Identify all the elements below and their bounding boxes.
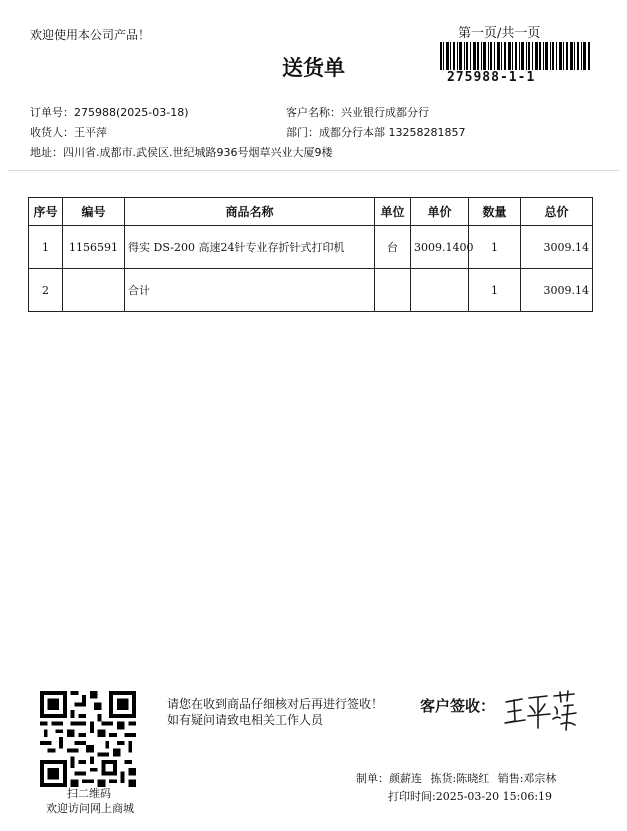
cell-code: 1156591 [63,226,125,269]
made-by: 制单：颜薪连 [356,772,422,785]
header-unit: 单位 [375,198,411,226]
document-title: 送货单 [282,56,345,80]
header-index: 序号 [29,198,63,226]
header-quantity: 数量 [469,198,521,226]
cell-code [63,269,125,312]
department: 部门：成都分行本部 13258281857 [286,126,466,139]
page-indicator: 第一页/共一页 [458,26,541,41]
delivery-address: 地址：四川省.成都市.武侯区.世纪城路936号烟草兴业大厦9楼 [30,146,333,159]
header-unit-price: 单价 [411,198,469,226]
customer-name: 客户名称：兴业银行成都分行 [286,106,429,119]
signing-notice: 请您在收到商品仔细核对后再进行签收！如有疑问请致电相关工作人员 [167,697,384,727]
header-code: 编号 [63,198,125,226]
qr-caption: 扫二维码 [67,787,111,800]
order-number: 订单号：275988(2025-03-18) [30,106,189,119]
cell-unit-price: 3009.1400 [411,226,469,269]
cell-quantity: 1 [469,269,521,312]
cell-unit-price [411,269,469,312]
customer-sign-label: 客户签收： [420,697,496,715]
header-product-name: 商品名称 [125,198,375,226]
receiver-name: 收货人：王平萍 [30,126,107,139]
cell-product-name: 得实 DS-200 高速24针专业存折针式打印机 [125,226,375,269]
cell-unit [375,269,411,312]
picked-by: 拣货:陈晓红 [430,772,490,785]
table-row [29,226,593,269]
table-header-row [29,198,593,226]
salesperson: 销售:邓宗林 [497,772,557,785]
cell-total: 3009.14 [521,269,593,312]
staff-line [356,770,561,786]
qr-code [40,691,136,787]
cell-quantity: 1 [469,226,521,269]
cell-index: 1 [29,226,63,269]
qr-caption-shop: 欢迎访问网上商城 [46,802,134,815]
welcome-text: 欢迎使用本公司产品！ [30,28,151,42]
cell-unit: 台 [375,226,411,269]
items-table [28,197,593,312]
cell-total: 3009.14 [521,226,593,269]
handwritten-signature [502,688,578,734]
header-total: 总价 [521,198,593,226]
table-row [29,269,593,312]
print-time: 打印时间:2025-03-20 15:06:19 [388,790,553,803]
divider [8,170,619,171]
cell-index: 2 [29,269,63,312]
barcode-number: 275988-1-1 [447,70,536,85]
cell-product-name: 合计 [125,269,375,312]
